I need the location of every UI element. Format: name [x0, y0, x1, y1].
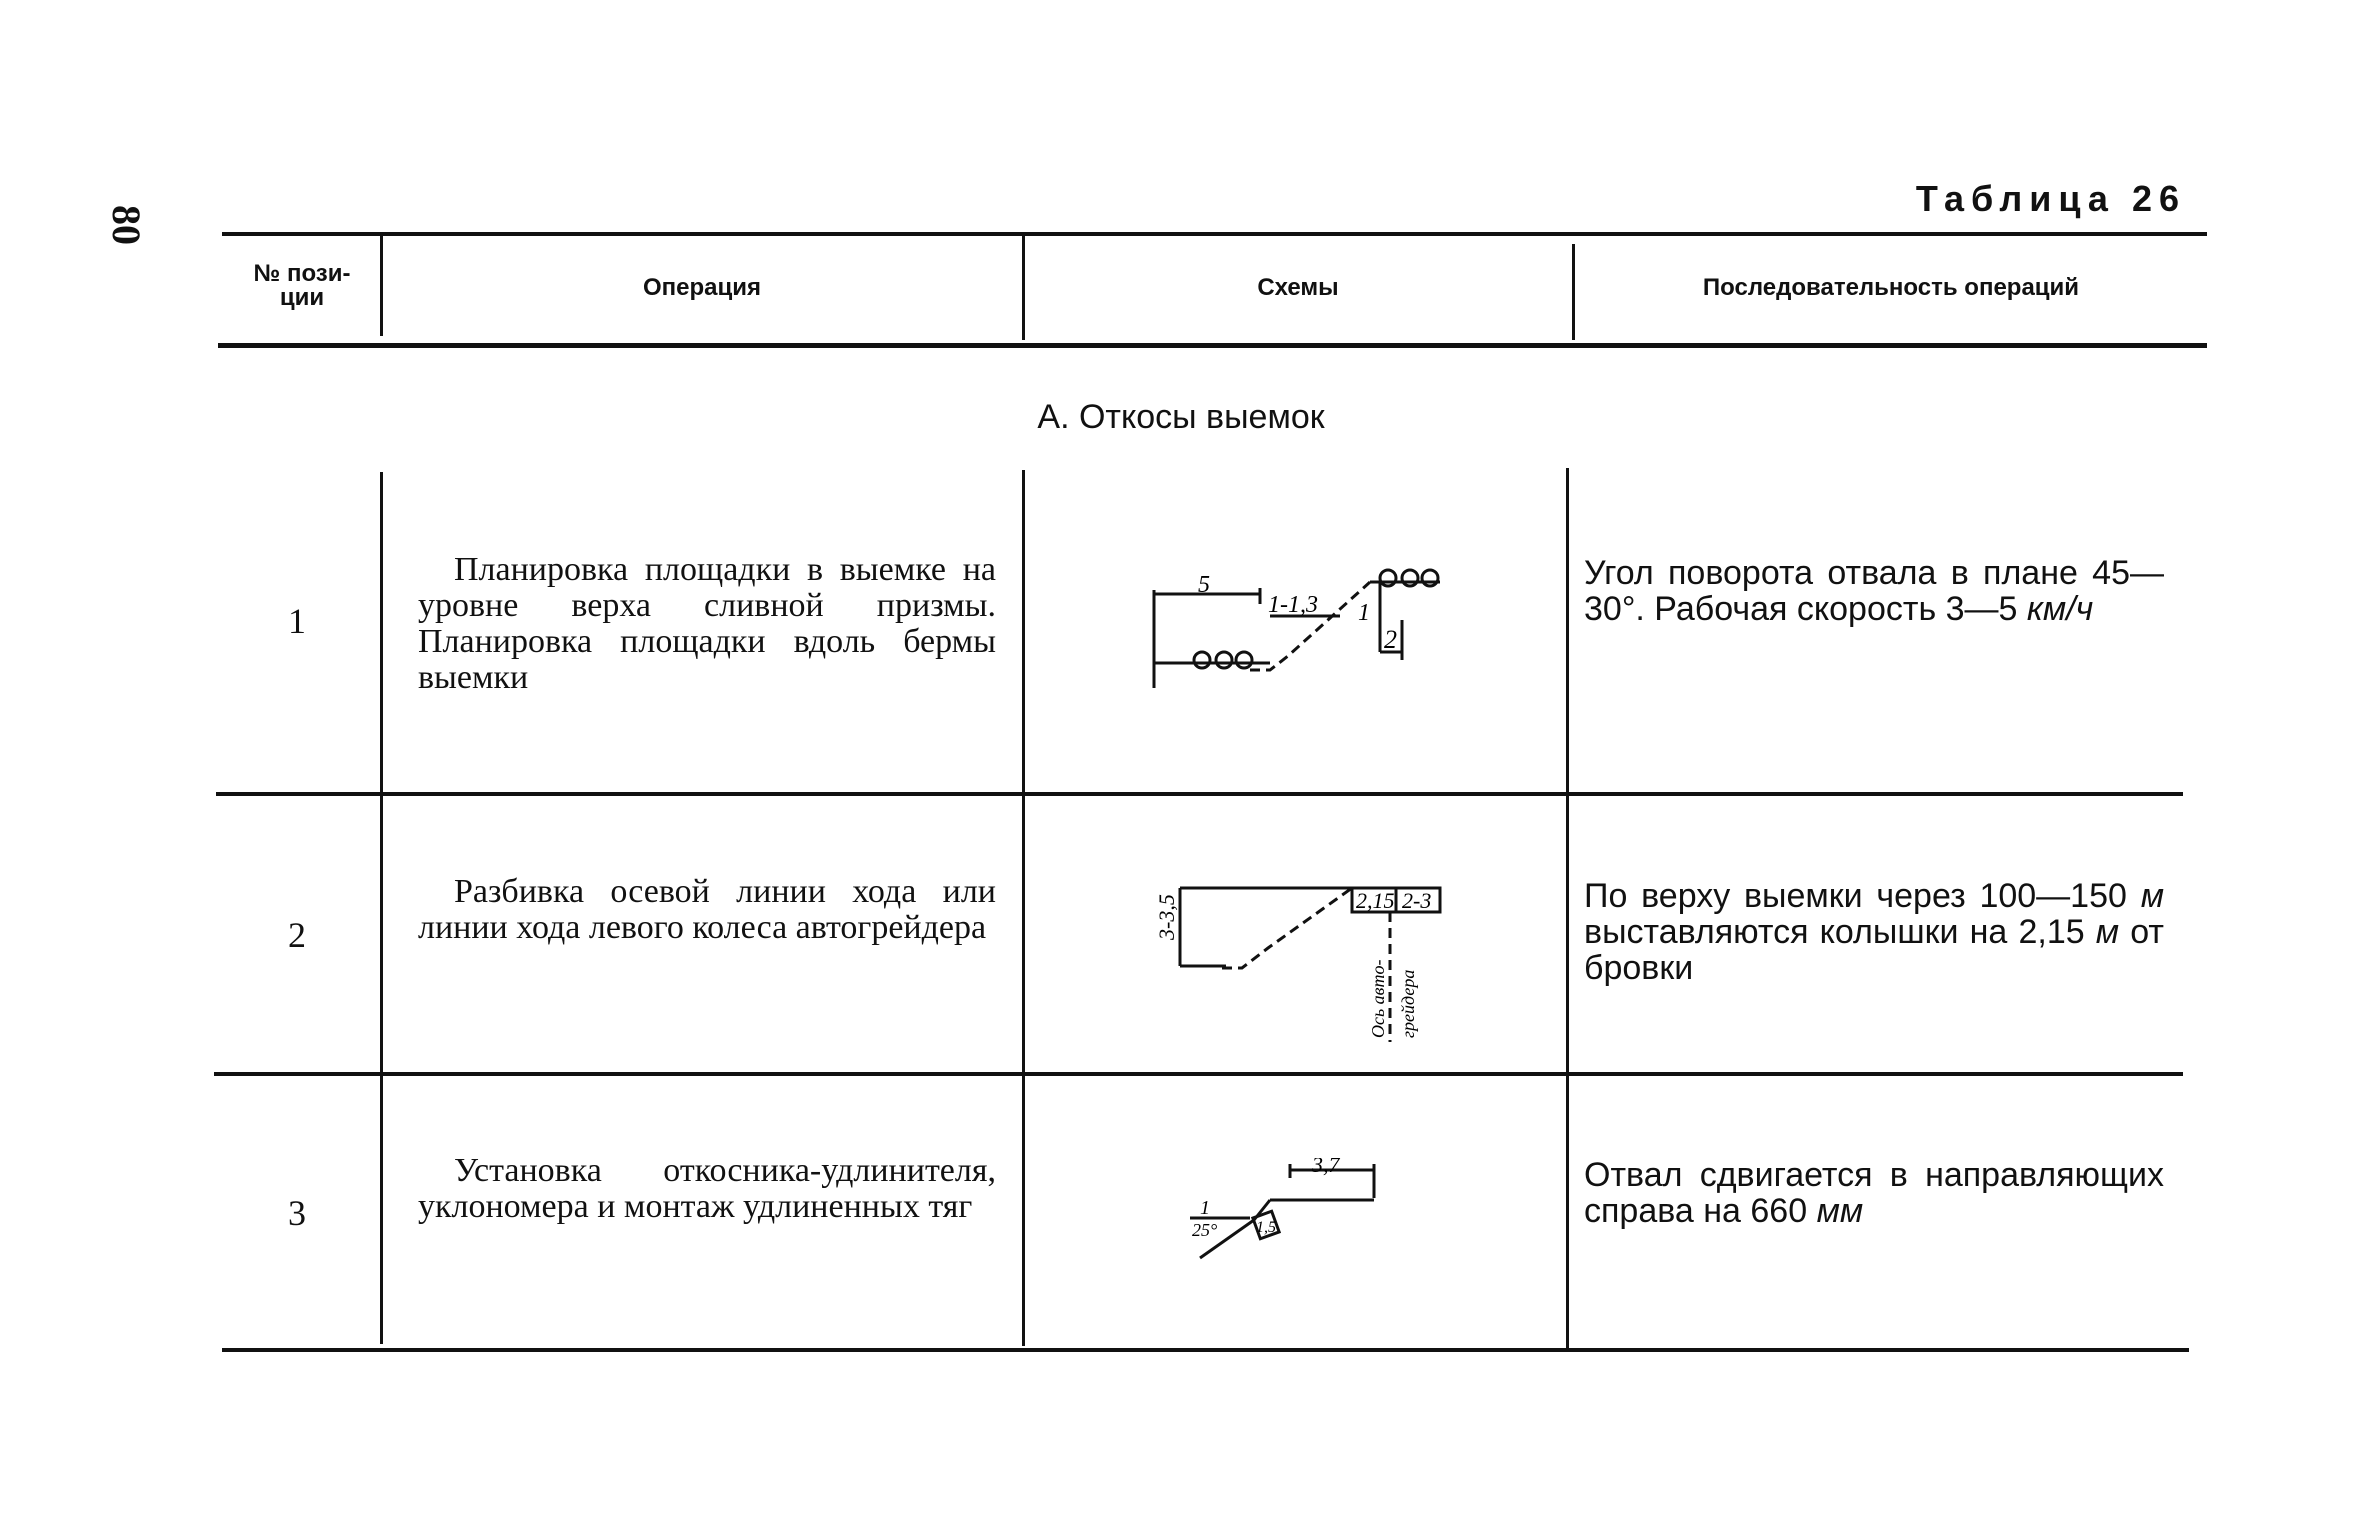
header-divider-1 [380, 236, 383, 336]
row-2-sequence-unit-2: м [2095, 913, 2120, 951]
row-3-position: 3 [288, 1193, 306, 1233]
row-3-operation [418, 1153, 996, 1225]
row-1-scheme-label-1: 1 [1358, 600, 1370, 626]
header-position [232, 262, 372, 310]
row-2-bottom-rule [214, 1072, 2183, 1076]
header-divider-2 [1022, 236, 1025, 340]
row-2-sequence-text-end: от бровки [1584, 913, 2164, 987]
header-scheme: Схемы [1257, 274, 1339, 301]
row-3-sequence [1584, 1157, 2164, 1229]
page-number: 80 [104, 205, 149, 245]
row-2-sequence-text: По верху выемки через 100—150 [1584, 877, 2141, 915]
row-3-sequence-text: Отвал сдвигается в направляющих справа на 660 [1584, 1156, 2164, 1230]
table-title: Таблица 26 [1915, 178, 2186, 219]
table-bottom-rule [222, 1348, 2189, 1352]
row-1-scheme-label-1-13: 1-1,3 [1268, 592, 1318, 618]
row-3-scheme-label-1: 1 [1200, 1197, 1210, 1219]
row-2-operation [418, 874, 996, 946]
row-1-bottom-rule [216, 792, 2183, 796]
row-2-sequence [1584, 878, 2164, 986]
row-2-sequence-text-mid: выставляются колышки на 2,15 [1584, 913, 2096, 951]
row-1-operation-text: Планировка площадки в выемке на уровне верха сливной призмы. Планировка площадки вдоль бермы выемки [418, 551, 996, 696]
row-2-scheme-label-axis-1: Ось авто- [1368, 959, 1388, 1038]
body-divider-3 [1566, 468, 1569, 1352]
body-divider-2 [1022, 470, 1025, 1346]
row-2-scheme-label-height: 3-3,5 [1154, 894, 1179, 940]
row-3-scheme [1170, 1158, 1390, 1268]
header-operation: Операция [642, 274, 762, 301]
row-3-scheme-label-25: 25° [1192, 1220, 1218, 1240]
header-bottom-rule [218, 343, 2207, 348]
header-sequence: Последовательность операций [1702, 274, 2080, 301]
row-1-sequence-text: Угол поворота отвала в плане 45—30°. Рабочая скорость 3—5 [1584, 554, 2164, 628]
table-top-rule [222, 232, 2207, 236]
section-title: А. Откосы выемок [1037, 398, 1325, 436]
row-2-scheme-label-23: 2-3 [1402, 888, 1432, 913]
body-divider-1 [380, 472, 383, 1344]
row-2-sequence-unit: м [2140, 877, 2164, 915]
row-1-position: 1 [288, 601, 306, 641]
row-1-scheme [1140, 560, 1450, 700]
row-2-scheme [1140, 870, 1460, 1050]
row-2-position: 2 [288, 915, 306, 955]
row-1-sequence-unit: км/ч [2026, 590, 2094, 628]
row-1-scheme-label-2: 2 [1384, 625, 1397, 654]
row-2-operation-text: Разбивка осевой линии хода или линии хода левого колеса автогрейдера [418, 873, 996, 946]
row-1-scheme-label-5: 5 [1198, 572, 1210, 598]
header-divider-3 [1572, 244, 1575, 340]
row-1-sequence [1584, 555, 2164, 627]
header-position-line1: № пози- [253, 260, 351, 287]
row-3-sequence-unit: мм [1816, 1192, 1864, 1230]
row-2-scheme-label-axis-2: грейдера [1398, 969, 1418, 1038]
row-3-scheme-label-37: 3,7 [1312, 1158, 1340, 1177]
row-3-scheme-label-15: 1,5 [1256, 1219, 1276, 1236]
row-1-operation [418, 552, 996, 696]
row-2-scheme-label-215: 2,15 [1356, 888, 1395, 913]
row-3-operation-text: Установка откосника-удлинителя, уклономера и монтаж удлиненных тяг [418, 1152, 996, 1225]
header-position-line2: ции [279, 284, 325, 311]
